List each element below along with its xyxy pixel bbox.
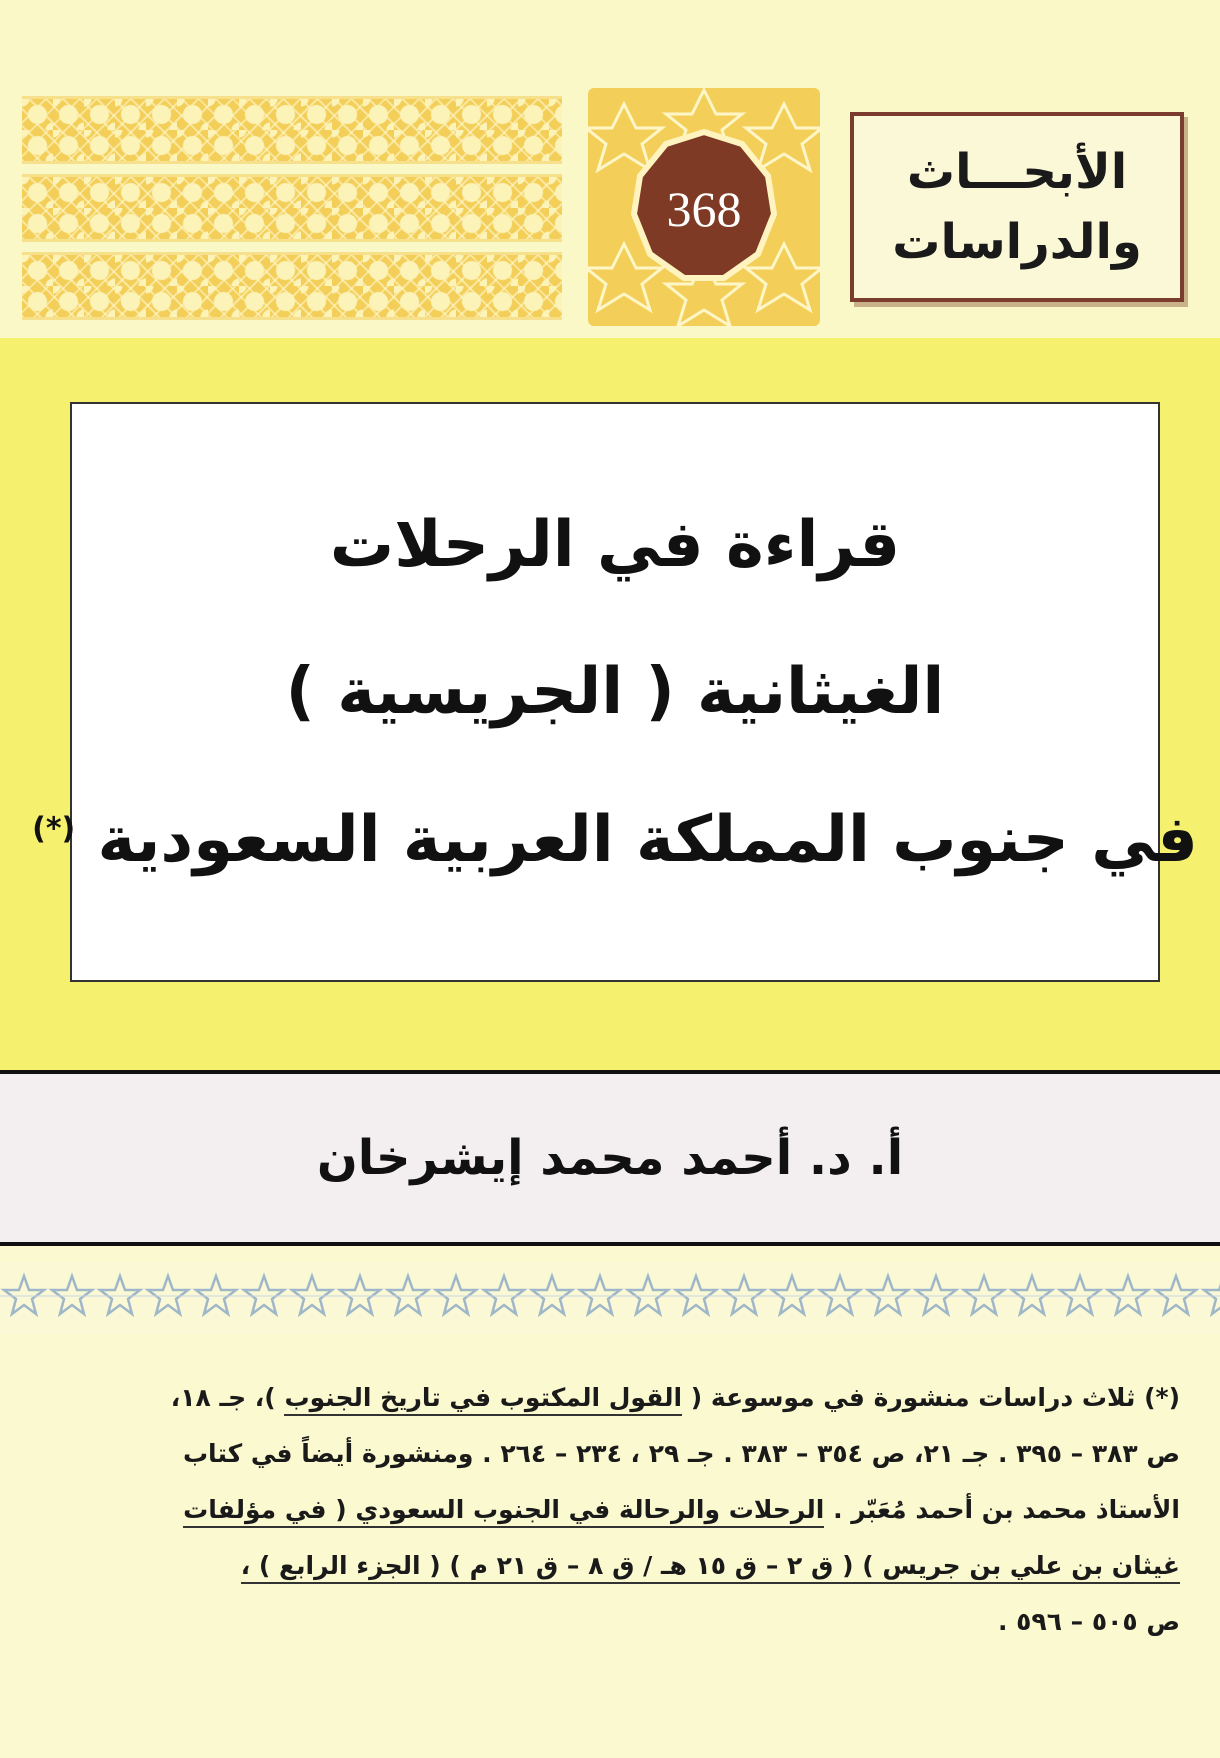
- title-line-3: [32, 803, 1198, 877]
- ornamental-pattern: [22, 96, 572, 314]
- title-line-3-text: في جنوب المملكة العربية السعودية: [97, 802, 1198, 877]
- author-band: [0, 1070, 1220, 1246]
- footnote-line: [50, 1426, 1180, 1482]
- title-box: [32, 402, 1198, 982]
- pattern-row: [22, 252, 562, 320]
- footnote: [50, 1370, 1180, 1650]
- issue-medallion: [584, 84, 824, 330]
- footnote-line: [50, 1594, 1180, 1650]
- title-line-2: الغيثانية ( الجريسية ): [285, 655, 945, 729]
- pattern-row: [22, 174, 562, 242]
- author-name: أ. د. أحمد محمد إيشرخان: [316, 1130, 904, 1186]
- footnote-underlined-title: القول المكتوب في تاريخ الجنوب: [284, 1383, 682, 1416]
- pattern-row: [22, 96, 562, 164]
- footnote-underlined-title: الرحلات والرحالة في الجنوب السعودي ( في مؤلفات: [183, 1495, 824, 1528]
- footnote-text: ص ٣٨٣ – ٣٩٥ . جـ ٢١، ص ٣٥٤ – ٣٨٣ . جـ ٢٩ ، ٢٣٤ – ٢٦٤ . ومنشورة أيضاً في كتاب: [182, 1439, 1180, 1468]
- footnote-line: [50, 1538, 1180, 1594]
- series-title-line2: والدراسات: [892, 214, 1142, 270]
- title-line-1: قراءة في الرحلات: [329, 507, 901, 582]
- footnote-text: ص ٥٠٥ – ٥٩٦ .: [997, 1607, 1180, 1636]
- issue-number: 368: [666, 181, 742, 237]
- footnote-text: (*) ثلاث دراسات منشورة في موسوعة (: [690, 1383, 1180, 1412]
- footnote-text: الأستاذ محمد بن أحمد مُعَبّر .: [833, 1495, 1180, 1524]
- footnote-line: [50, 1482, 1180, 1538]
- footnote-marker: (*): [32, 811, 76, 847]
- star-strip-icon: [0, 1262, 1220, 1334]
- series-label-box: [850, 112, 1184, 302]
- footnote-line: [50, 1370, 1180, 1426]
- header-band: [0, 0, 1220, 338]
- star-border-ornament: [0, 1262, 1220, 1334]
- footnote-text: )، جـ ١٨،: [170, 1383, 276, 1412]
- footnote-underlined-title: غيثان بن علي بن جريس ) ( ق ٢ – ق ١٥ هـ / ق ٨ – ق ٢١ م ) ( الجزء الرابع ) ،: [241, 1551, 1180, 1584]
- series-title-line1: الأبحـــاث: [906, 144, 1128, 200]
